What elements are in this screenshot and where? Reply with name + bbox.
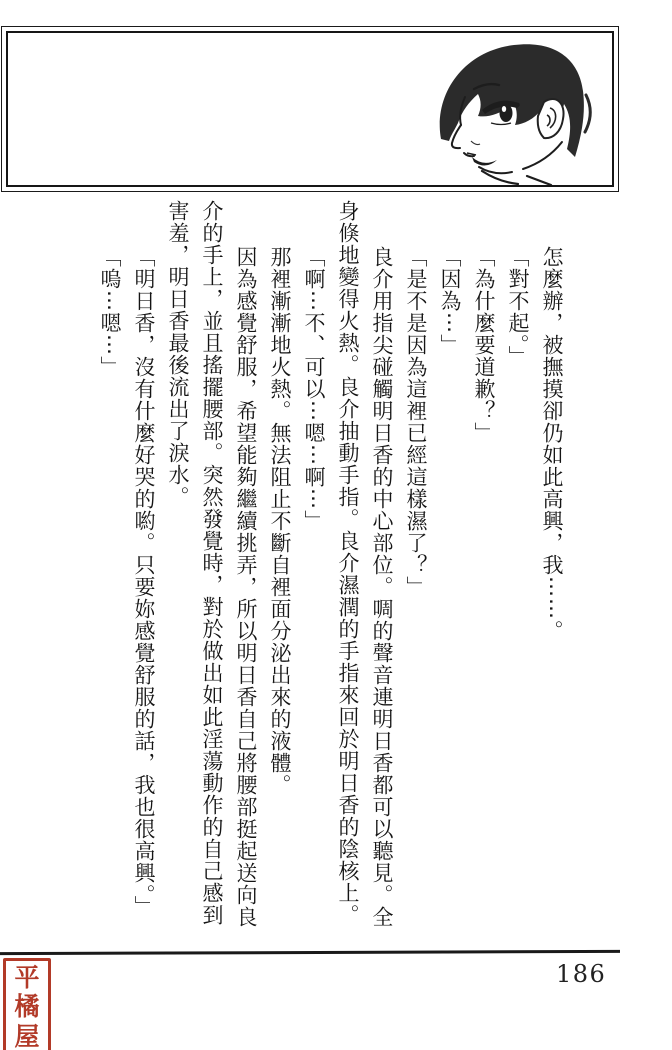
seal-character: 屋 (14, 1021, 40, 1050)
page-number: 186 (556, 960, 607, 988)
text-columns (93, 200, 569, 968)
text-column: 「因為⋯」 (438, 246, 462, 357)
text-column: 怎麼辦，被撫摸卻仍如此高興，我⋯⋯。 (540, 246, 564, 643)
nose-shade (471, 141, 480, 145)
text-column: 介的手上，並且搖擺腰部。突然發覺時，對於做出如此淫蕩動作的自己感到 (200, 200, 224, 926)
text-column: 那裡漸漸地火熱。無法阻止不斷自裡面分泌出來的液體。 (268, 246, 292, 797)
text-column: 良介用指尖碰觸明日香的中心部位。啁的聲音連明日香都可以聽見。全 (370, 246, 394, 929)
text-column: 「為什麼要道歉？」 (472, 246, 496, 445)
text-column: 身倏地變得火熱。良介抽動手指。良介濕潤的手指來回於明日香的陰核上。 (336, 200, 360, 926)
stray-hair-lock (585, 95, 590, 132)
seal-character: 橘 (14, 992, 40, 1022)
publisher-seal (3, 958, 51, 1050)
text-column: 「嗚⋯嗯⋯」 (98, 246, 122, 379)
illustration-panel (1, 26, 619, 192)
text-column: 「是不是因為這裡已經這樣濕了？」 (404, 246, 428, 599)
text-column: 因為感覺舒服，希望能夠繼續挑弄，所以明日香自己將腰部挺起送向良 (234, 246, 258, 929)
text-column: 「明日香，沒有什麼好哭的喲。只要妳感覺舒服的話，我也很高興。」 (132, 246, 156, 918)
hair (440, 44, 591, 157)
seal-character: 平 (14, 963, 40, 993)
text-column: 害羞，明日香最後流出了淚水。 (166, 200, 190, 508)
text-column: 「啊⋯不、可以⋯嗯⋯啊⋯」 (302, 246, 326, 533)
mouth (467, 153, 497, 166)
character-face-illustration (419, 35, 604, 185)
text-column: 「對不起。」 (506, 246, 530, 368)
